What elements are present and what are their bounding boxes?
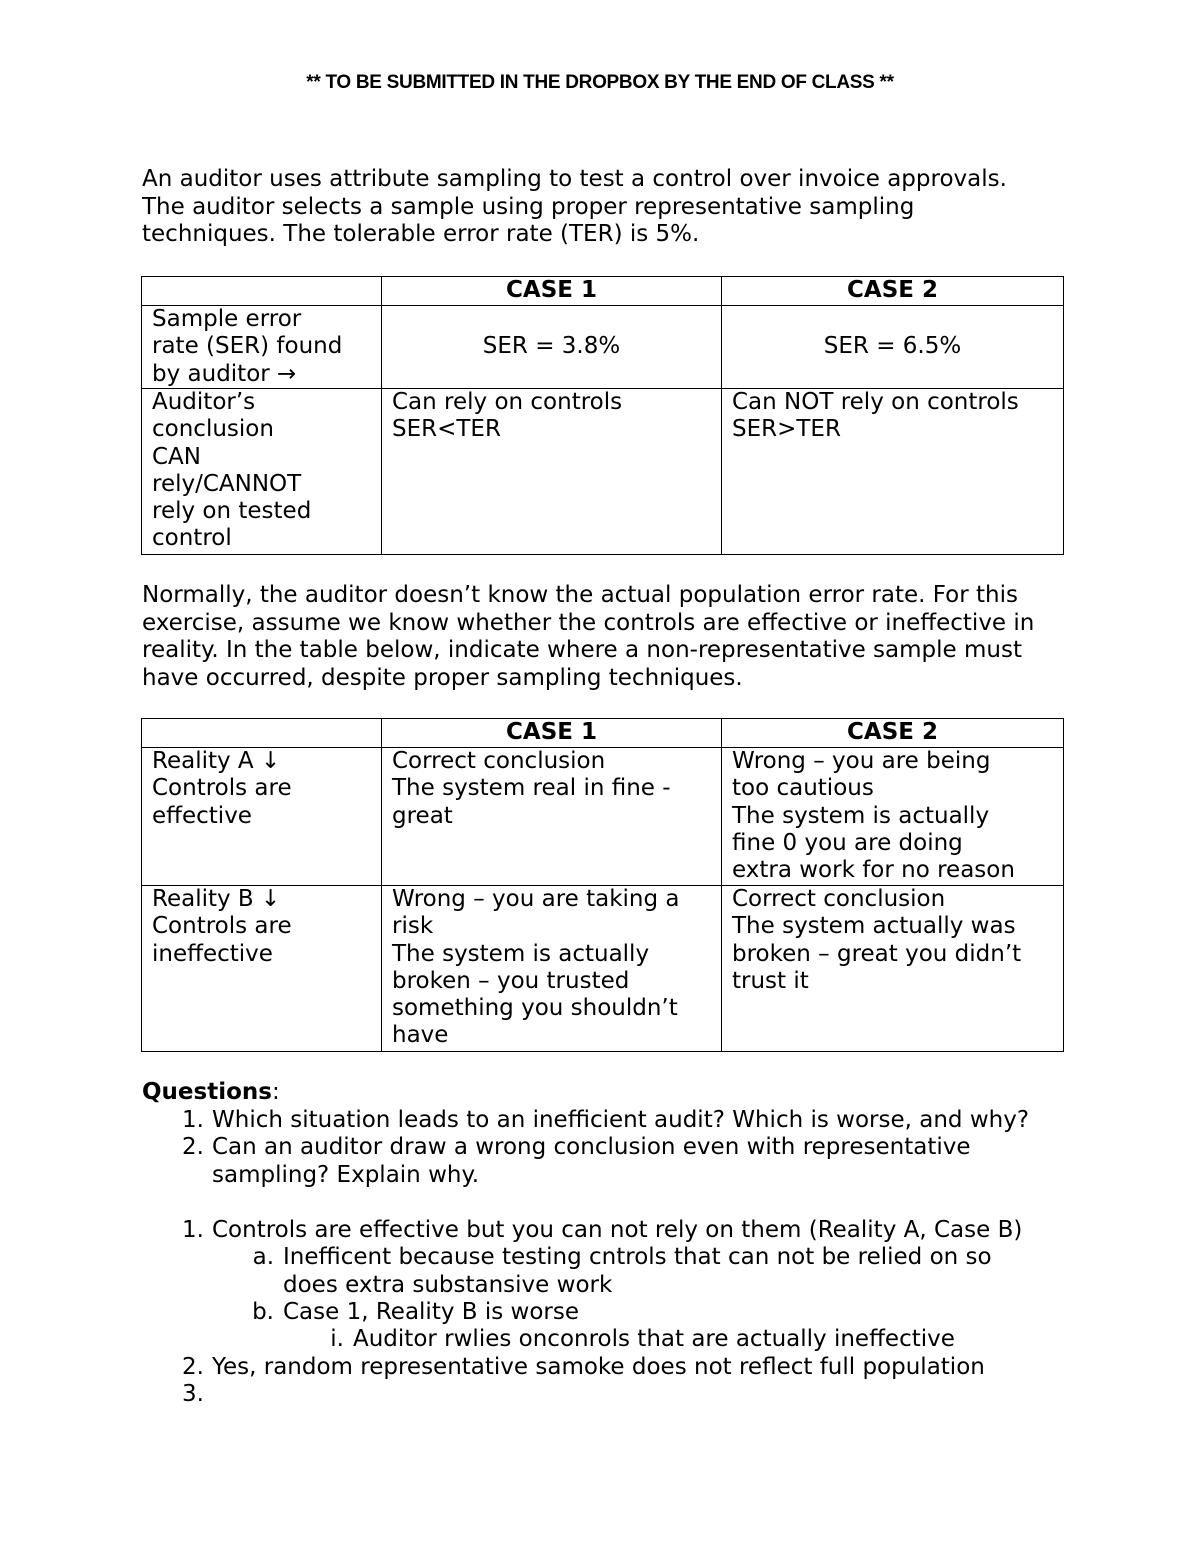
reality-paragraph bbox=[142, 582, 1082, 692]
cell-line: have bbox=[392, 1022, 449, 1049]
cell-line: The system is actually bbox=[732, 802, 990, 829]
cell-line: Wrong – you are being bbox=[732, 748, 991, 774]
cell-line: fine 0 you are doing bbox=[732, 829, 963, 856]
cell-line: The system is actually bbox=[392, 940, 650, 967]
reality-b-case-2 bbox=[722, 886, 1064, 1052]
row-label-line: CAN bbox=[152, 443, 201, 470]
cell-line: Correct conclusion bbox=[732, 886, 946, 912]
table-header-row bbox=[142, 719, 1064, 748]
row-label-line: effective bbox=[152, 802, 252, 829]
header-cell-case-2: CASE 2 bbox=[722, 719, 1064, 748]
header-cell-empty bbox=[142, 719, 382, 748]
table-row-reality-b bbox=[142, 886, 1064, 1052]
header-cell-empty bbox=[142, 277, 382, 306]
reality-a-case-2 bbox=[722, 748, 1064, 886]
list-number: 3. bbox=[182, 1381, 204, 1407]
cell-line: SER>TER bbox=[732, 416, 841, 443]
table-row-reality-a bbox=[142, 748, 1064, 886]
sampling-results-table bbox=[141, 276, 1064, 555]
row-label-line: by auditor → bbox=[152, 360, 297, 387]
reality-b-case-1 bbox=[382, 886, 722, 1052]
cell-line: broken – you trusted bbox=[392, 967, 630, 994]
conclusion-case-1 bbox=[382, 389, 722, 555]
cell-line: Can NOT rely on controls bbox=[732, 389, 1019, 415]
row-label-line: control bbox=[152, 525, 232, 552]
questions-title: Questions bbox=[142, 1079, 272, 1105]
cell-line: The system actually was bbox=[732, 913, 1016, 940]
row-label-reality-a bbox=[142, 748, 382, 886]
list-roman: i. bbox=[330, 1326, 344, 1352]
row-label-line: Controls are bbox=[152, 775, 292, 802]
cell-line: trust it bbox=[732, 967, 809, 994]
list-number: 2. bbox=[182, 1354, 204, 1380]
ser-case-1: SER = 3.8% bbox=[382, 306, 722, 389]
answer-1: Controls are effective but you can not rely on them (Reality A, Case B) bbox=[212, 1217, 1023, 1243]
row-label-line: Controls are bbox=[152, 913, 292, 940]
intro-line: techniques. The tolerable error rate (TER) is 5%. bbox=[142, 221, 700, 247]
table-row-conclusion bbox=[142, 389, 1064, 555]
cell-line: great bbox=[392, 802, 453, 829]
table-header-row bbox=[142, 277, 1064, 306]
header-cell-case-1: CASE 1 bbox=[382, 277, 722, 306]
questions-heading bbox=[142, 1079, 280, 1107]
ser-case-2: SER = 6.5% bbox=[722, 306, 1064, 389]
list-number: 1. bbox=[182, 1217, 204, 1243]
list-letter: b. bbox=[252, 1299, 274, 1325]
list-letter: a. bbox=[252, 1244, 274, 1270]
cell-line: Can rely on controls bbox=[392, 389, 623, 415]
header-cell-case-1: CASE 1 bbox=[382, 719, 722, 748]
intro-paragraph bbox=[142, 166, 1082, 249]
row-label-line: Sample error bbox=[152, 306, 302, 332]
answer-1b: Case 1, Reality B is worse bbox=[283, 1299, 580, 1325]
row-label-line: rely on tested bbox=[152, 498, 312, 525]
cell-line: extra work for no reason bbox=[732, 857, 1015, 884]
paragraph-line: reality. In the table below, indicate where a non-representative sample must bbox=[142, 637, 1022, 663]
list-number: 1. bbox=[182, 1107, 204, 1133]
question-line: sampling? Explain why. bbox=[212, 1161, 480, 1188]
reality-a-case-1 bbox=[382, 748, 722, 886]
row-label-line: Reality A ↓ bbox=[152, 748, 281, 774]
header-cell-case-2: CASE 2 bbox=[722, 277, 1064, 306]
answer-1a bbox=[283, 1244, 992, 1299]
list-number: 2. bbox=[182, 1134, 204, 1160]
row-label-line: ineffective bbox=[152, 940, 273, 967]
answer-1b-i: Auditor rwlies onconrols that are actually ineffective bbox=[353, 1326, 955, 1352]
conclusion-case-2 bbox=[722, 389, 1064, 555]
answer-2: Yes, random representative samoke does not reflect full population bbox=[212, 1354, 985, 1380]
answer-line: does extra substansive work bbox=[283, 1271, 613, 1298]
row-label-line: Reality B ↓ bbox=[152, 886, 281, 912]
row-label-conclusion bbox=[142, 389, 382, 555]
question-2 bbox=[212, 1134, 970, 1189]
paragraph-line: exercise, assume we know whether the controls are effective or ineffective in bbox=[142, 609, 1035, 636]
reality-table bbox=[141, 718, 1064, 1052]
cell-line: SER<TER bbox=[392, 416, 501, 443]
question-1: Which situation leads to an inefficient audit? Which is worse, and why? bbox=[212, 1107, 1030, 1133]
questions-colon: : bbox=[271, 1079, 280, 1105]
cell-line: risk bbox=[392, 913, 434, 940]
cell-line: Correct conclusion bbox=[392, 748, 606, 774]
submission-header: ** TO BE SUBMITTED IN THE DROPBOX BY THE END OF CLASS ** bbox=[306, 72, 894, 93]
paragraph-line: Normally, the auditor doesn’t know the actual population error rate. For this bbox=[142, 582, 1018, 608]
row-label-ser bbox=[142, 306, 382, 389]
paragraph-line: have occurred, despite proper sampling techniques. bbox=[142, 664, 743, 691]
question-line: Can an auditor draw a wrong conclusion even with representative bbox=[212, 1134, 971, 1160]
intro-line: The auditor selects a sample using proper representative sampling bbox=[142, 193, 915, 220]
intro-line: An auditor uses attribute sampling to test a control over invoice approvals. bbox=[142, 166, 1007, 192]
row-label-line: rate (SER) found bbox=[152, 333, 343, 360]
table-row-ser bbox=[142, 306, 1064, 389]
cell-line: Wrong – you are taking a bbox=[392, 886, 680, 912]
row-label-line: Auditor’s bbox=[152, 389, 256, 415]
answer-line: Inefficent because testing cntrols that can not be relied on so bbox=[283, 1244, 992, 1270]
cell-line: too cautious bbox=[732, 775, 874, 802]
row-label-line: rely/CANNOT bbox=[152, 470, 302, 497]
cell-line: something you shouldn’t bbox=[392, 995, 678, 1022]
row-label-reality-b bbox=[142, 886, 382, 1052]
cell-line: broken – great you didn’t bbox=[732, 940, 1022, 967]
cell-line: The system real in fine - bbox=[392, 775, 671, 802]
row-label-line: conclusion bbox=[152, 416, 274, 443]
